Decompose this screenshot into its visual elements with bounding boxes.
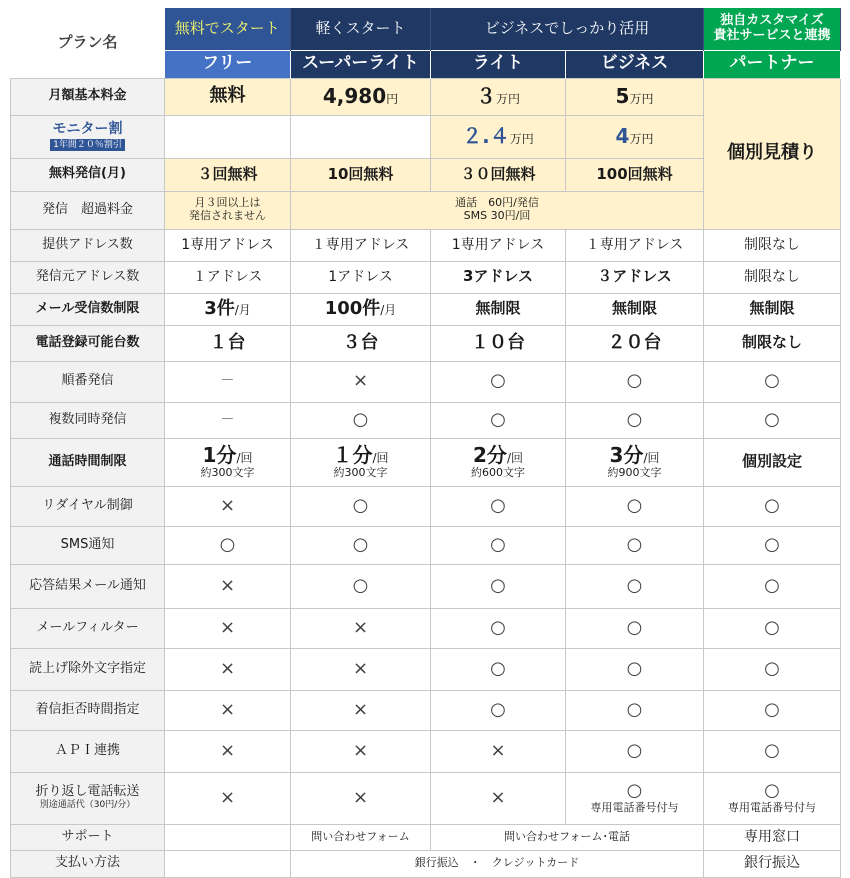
- row-label: [11, 115, 165, 158]
- value: 100件: [324, 297, 381, 319]
- cell-super: [291, 115, 431, 158]
- row-label: 読上げ除外文字指定: [11, 648, 165, 690]
- cell-biz: ○: [566, 526, 704, 564]
- cell-super: ○: [291, 564, 431, 608]
- cell-super: ×: [291, 772, 431, 824]
- row-label: 無料発信(月): [11, 158, 165, 191]
- unit: 万円: [629, 92, 654, 106]
- cell-lite: 3アドレス: [431, 261, 566, 293]
- note: 専用電話番号付与: [728, 801, 816, 815]
- cell-super: １専用アドレス: [291, 229, 431, 261]
- tier-partner-line1: 独自カスタマイズ: [720, 12, 824, 28]
- unit: 万円: [509, 132, 534, 146]
- value: 4: [615, 124, 630, 148]
- cell-lite: 1専用アドレス: [431, 229, 566, 261]
- cell-free: １アドレス: [165, 261, 291, 293]
- cell-biz: 無制限: [566, 293, 704, 325]
- cell-free: －: [165, 402, 291, 438]
- cell-partner: [704, 772, 841, 824]
- row-read-exclude: [11, 648, 841, 690]
- cell-biz: ○: [566, 690, 704, 730]
- row-label: サポート: [11, 824, 165, 850]
- cell-partner: ○: [704, 402, 841, 438]
- cell-super: ○: [291, 486, 431, 526]
- tier-free: 無料でスタート: [165, 8, 291, 50]
- cell-biz: ○: [566, 361, 704, 402]
- monitor-subtitle: 1年間２０％割引: [50, 139, 125, 151]
- note: 約900文字: [607, 466, 662, 480]
- row-redial: [11, 486, 841, 526]
- value: 1分: [202, 443, 237, 468]
- cell-partner: ○: [704, 690, 841, 730]
- cell-biz: １専用アドレス: [566, 229, 704, 261]
- cell-super: 10回無料: [291, 158, 431, 191]
- cell-super: [291, 438, 431, 486]
- forward-sub: 別途通話代（30円/分）: [39, 800, 136, 811]
- cell-free: ×: [165, 608, 291, 648]
- value: ２.４: [462, 124, 510, 148]
- row-sequential: [11, 361, 841, 402]
- cell-lite: [431, 78, 566, 115]
- row-label: 複数同時発信: [11, 402, 165, 438]
- cell-partner: 個別設定: [704, 438, 841, 486]
- cell-biz: ○: [566, 402, 704, 438]
- row-call-time: [11, 438, 841, 486]
- row-reject-time: [11, 690, 841, 730]
- value: 4,980: [322, 84, 387, 108]
- cell-super: ×: [291, 648, 431, 690]
- tier-header-row: [11, 8, 841, 50]
- cell-super: [291, 78, 431, 115]
- cell-free: ○: [165, 526, 291, 564]
- note-line2: 発信されません: [189, 209, 266, 222]
- row-monthly-fee: [11, 78, 841, 115]
- row-addresses: [11, 229, 841, 261]
- row-label: ＡＰＩ連携: [11, 730, 165, 772]
- cell-free: ×: [165, 564, 291, 608]
- cell-super: ×: [291, 608, 431, 648]
- row-support: [11, 824, 841, 850]
- value: 2分: [473, 443, 507, 468]
- row-label: 着信拒否時間指定: [11, 690, 165, 730]
- value: 3件: [204, 297, 235, 319]
- cell-super: ３台: [291, 325, 431, 361]
- cell-partner: 制限なし: [704, 325, 841, 361]
- cell-super: ×: [291, 730, 431, 772]
- value: 5: [615, 84, 630, 108]
- unit: 万円: [629, 132, 654, 146]
- value: 3分: [609, 443, 644, 468]
- cell-free: 1専用アドレス: [165, 229, 291, 261]
- note: 約600文字: [471, 466, 525, 480]
- row-label: [11, 772, 165, 824]
- cell-free: [165, 438, 291, 486]
- cell-super: 問い合わせフォーム: [291, 824, 431, 850]
- row-label: 発信元アドレス数: [11, 261, 165, 293]
- note-line1: 通話 60円/発信: [455, 196, 539, 210]
- row-simultaneous: [11, 402, 841, 438]
- cell-lite-biz: 問い合わせフォーム･電話: [431, 824, 704, 850]
- unit: /回: [372, 451, 389, 466]
- cell-free: －: [165, 361, 291, 402]
- row-label: SMS通知: [11, 526, 165, 564]
- row-sms: [11, 526, 841, 564]
- tier-partner: [704, 8, 841, 50]
- cell-biz: ３アドレス: [566, 261, 704, 293]
- cell-free: ×: [165, 730, 291, 772]
- cell-overage-paid: [291, 191, 704, 229]
- cell-partner: ○: [704, 361, 841, 402]
- cell-free: ×: [165, 648, 291, 690]
- row-label: 通話時間制限: [11, 438, 165, 486]
- row-result-mail: [11, 564, 841, 608]
- cell-biz: [566, 115, 704, 158]
- cell-lite: ３０回無料: [431, 158, 566, 191]
- cell-partner: 制限なし: [704, 229, 841, 261]
- unit: /回: [506, 451, 523, 466]
- cell-lite: [431, 438, 566, 486]
- cell-partner: ○: [704, 486, 841, 526]
- unit: /回: [236, 451, 253, 466]
- unit: 万円: [495, 92, 520, 106]
- cell-partner-quote: 個別見積り: [704, 78, 841, 229]
- cell-super: 1アドレス: [291, 261, 431, 293]
- cell-free: 無料: [165, 78, 291, 115]
- cell-super: [291, 293, 431, 325]
- cell-free: [165, 293, 291, 325]
- plan-partner: パートナー: [704, 50, 841, 78]
- row-api: [11, 730, 841, 772]
- plan-name-label: プラン名: [11, 8, 165, 78]
- cell-free: [165, 115, 291, 158]
- tier-business: ビジネスでしっかり活用: [431, 8, 704, 50]
- row-phones: [11, 325, 841, 361]
- cell-lite: ○: [431, 690, 566, 730]
- row-payment: [11, 850, 841, 877]
- cell-free: [165, 824, 291, 850]
- cell-free: ×: [165, 486, 291, 526]
- cell-biz: [566, 78, 704, 115]
- cell-lite: ○: [431, 361, 566, 402]
- cell-lite: ×: [431, 772, 566, 824]
- unit: /回: [643, 451, 660, 466]
- cell-partner: ○: [704, 564, 841, 608]
- cell-super: ○: [291, 402, 431, 438]
- forward-label: 折り返し電話転送: [35, 784, 140, 800]
- cell-lite: ○: [431, 564, 566, 608]
- tier-light-start: 軽くスタート: [291, 8, 431, 50]
- cell-super: ○: [291, 526, 431, 564]
- unit: /月: [380, 302, 397, 317]
- cell-lite: ○: [431, 648, 566, 690]
- row-label: 支払い方法: [11, 850, 165, 877]
- cell-free: １台: [165, 325, 291, 361]
- cell-lite: ○: [431, 486, 566, 526]
- cell-biz: [566, 772, 704, 824]
- cell-partner: ○: [704, 648, 841, 690]
- plan-lite: ライト: [431, 50, 566, 78]
- cell-free: ×: [165, 772, 291, 824]
- row-label: メールフィルター: [11, 608, 165, 648]
- note-line1: 月３回以上は: [194, 196, 261, 210]
- row-sender-addresses: [11, 261, 841, 293]
- unit: /月: [234, 302, 251, 317]
- cell-super: ×: [291, 690, 431, 730]
- cell-biz: ○: [566, 648, 704, 690]
- cell-partner: ○: [704, 526, 841, 564]
- cell-biz: ○: [566, 608, 704, 648]
- note: 専用電話番号付与: [590, 801, 679, 815]
- cell-partner: ○: [704, 608, 841, 648]
- cell-lite: ×: [431, 730, 566, 772]
- value: ３: [475, 84, 496, 108]
- cell-lite: １０台: [431, 325, 566, 361]
- cell-partner: 無制限: [704, 293, 841, 325]
- plan-comparison-table-wrapper: [10, 8, 840, 878]
- cell-lite: ○: [431, 402, 566, 438]
- cell-lite: 無制限: [431, 293, 566, 325]
- note-line2: SMS 30円/回: [463, 209, 531, 222]
- cell-partner: 銀行振込: [704, 850, 841, 877]
- cell-biz: 100回無料: [566, 158, 704, 191]
- cell-lite: [431, 115, 566, 158]
- row-label: リダイヤル制御: [11, 486, 165, 526]
- row-label: 提供アドレス数: [11, 229, 165, 261]
- row-label: 月額基本料金: [11, 78, 165, 115]
- value: １分: [332, 443, 373, 468]
- cell-free: ×: [165, 690, 291, 730]
- cell-partner: 制限なし: [704, 261, 841, 293]
- cell-free: ３回無料: [165, 158, 291, 191]
- row-label: 順番発信: [11, 361, 165, 402]
- cell-lite: ○: [431, 526, 566, 564]
- cell-free: [165, 191, 291, 229]
- note: 約300文字: [333, 466, 388, 480]
- plan-super-lite: スーパーライト: [291, 50, 431, 78]
- row-label: メール受信数制限: [11, 293, 165, 325]
- cell-free: [165, 850, 291, 877]
- cell-biz: ２０台: [566, 325, 704, 361]
- cell-biz: ○: [566, 730, 704, 772]
- tier-partner-line2: 貴社サービスと連携: [713, 27, 831, 43]
- cell-biz: [566, 438, 704, 486]
- cell-super: ×: [291, 361, 431, 402]
- plan-business: ビジネス: [566, 50, 704, 78]
- cell-lite: ○: [431, 608, 566, 648]
- cell-partner: ○: [704, 730, 841, 772]
- row-label: 応答結果メール通知: [11, 564, 165, 608]
- row-mail-limit: [11, 293, 841, 325]
- unit: 円: [386, 92, 399, 106]
- row-mail-filter: [11, 608, 841, 648]
- mark: ○: [764, 780, 780, 802]
- plan-free: フリー: [165, 50, 291, 78]
- row-label: 発信 超過料金: [11, 191, 165, 229]
- note: 約300文字: [200, 466, 255, 480]
- cell-biz: ○: [566, 564, 704, 608]
- row-forward: [11, 772, 841, 824]
- plan-comparison-table: [10, 8, 841, 878]
- cell-payment-main: 銀行振込 ・ クレジットカード: [291, 850, 704, 877]
- row-label: 電話登録可能台数: [11, 325, 165, 361]
- cell-biz: ○: [566, 486, 704, 526]
- cell-partner: 専用窓口: [704, 824, 841, 850]
- monitor-title: モニター割: [52, 120, 123, 137]
- mark: ○: [626, 780, 643, 802]
